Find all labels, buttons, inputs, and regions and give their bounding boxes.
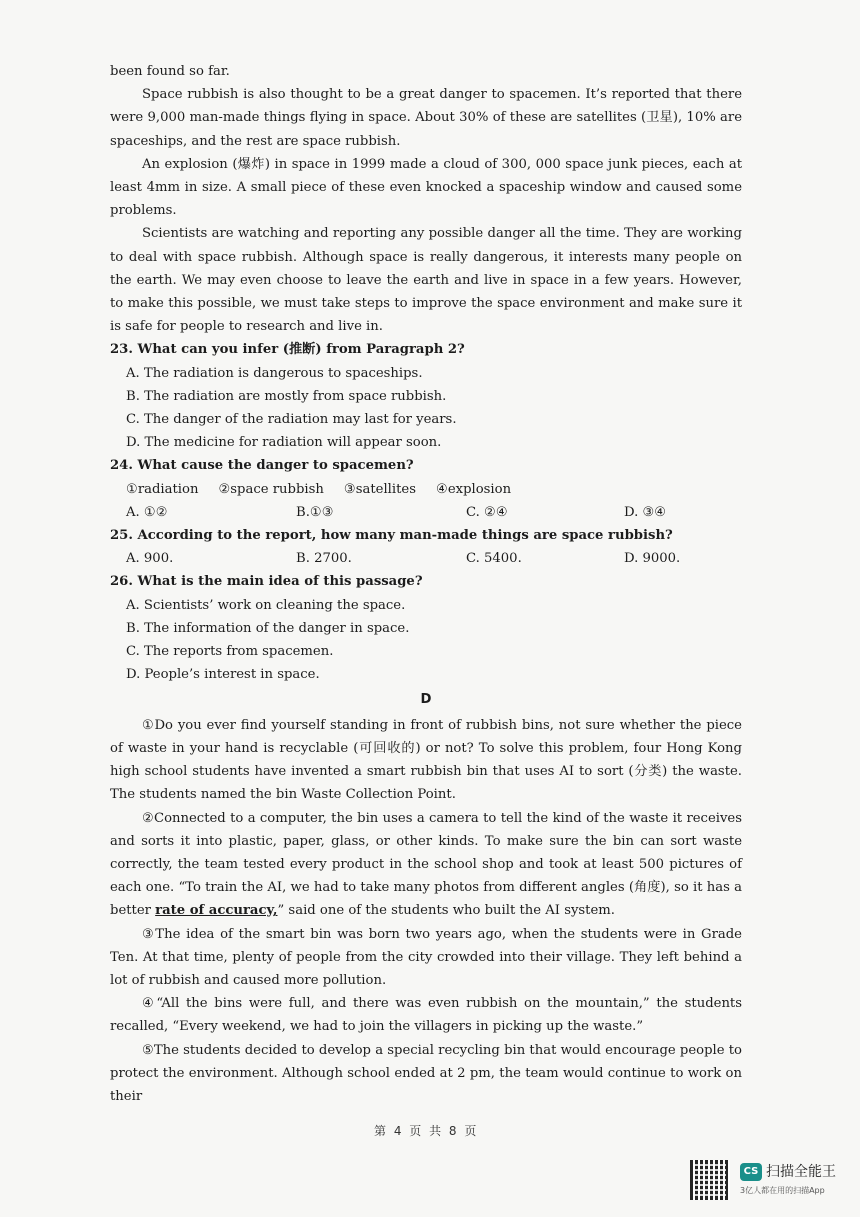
paragraph: Scientists are watching and reporting any possible danger all the time. They are working to deal with space rubbish. Although space is really dangerous, it interests many people on the earth. We may even choose to leave the earth and live in space in a few years. However, to make this possible, we must take steps to improve the space environment and make sure it is safe for people to research and live in. [110, 226, 742, 335]
option: B. The radiation are mostly from space rubbish. [126, 388, 447, 404]
cs-logo-icon: CS [740, 1163, 762, 1181]
paragraph: Space rubbish is also thought to be a great danger to spacemen. It’s reported that there were 9,000 man-made things flying in space. About 30% of these are satellites (卫星), 10% are spaceships, and the rest are space rubbish. [110, 87, 742, 149]
option: C. ②④ [466, 504, 508, 520]
option: B. The information of the danger in space. [126, 620, 410, 636]
option: C. 5400. [466, 551, 522, 567]
question-26: 26. What is the main idea of this passage? [110, 574, 423, 590]
paragraph: ③The idea of the smart bin was born two years ago, when the students were in Grade Ten. At that time, plenty of people from the city crowded into their village. They left behind a lot of rubbish and caused more pollution. [110, 926, 742, 988]
question-24: 24. What cause the danger to spacemen? [110, 458, 414, 474]
option: A. 900. [126, 551, 174, 567]
option: D. People’s interest in space. [126, 667, 320, 683]
underlined-phrase: rate of accuracy, [155, 903, 278, 919]
scanner-tagline: 3亿人都在用的扫描App [740, 1186, 825, 1195]
scanner-app-name: 扫描全能王 [766, 1164, 836, 1180]
option: D. 9000. [624, 551, 681, 567]
option: A. Scientists’ work on cleaning the space. [126, 597, 406, 613]
qr-code-icon [690, 1160, 730, 1200]
paragraph: ⑤The students decided to develop a special recycling bin that would encourage people to protect the environment. Although school ended at 2 pm, the team would continue to work on their [110, 1042, 742, 1104]
item: ④explosion [436, 481, 512, 497]
paragraph: ①Do you ever find yourself standing in front of rubbish bins, not sure whether the piece of waste in your hand is recyclable (可回收的) or not? To solve this problem, four Hong Kong high school students have invented a smart rubbish bin that uses AI to sort (分类) the waste. The students named the bin Waste Collection Point. [110, 717, 742, 803]
option: D. ③④ [624, 504, 667, 520]
text: ②Connected to a computer, the bin uses a camera to tell the kind of the waste it receives and sorts it into plastic, paper, glass, or other kinds. To make sure the bin can sort waste correctly, the team tested every product in the school shop and took at least 500 pictures of each one. “To train the AI, we had to take many photos from different angles (角度), so it has a better [110, 810, 742, 919]
item: ②space rubbish [218, 481, 324, 497]
option: C. The reports from spacemen. [126, 644, 334, 660]
question-25: 25. According to the report, how many man-made things are space rubbish? [110, 528, 673, 544]
option-row [126, 547, 742, 570]
option: D. The medicine for radiation will appear soon. [126, 435, 442, 451]
paragraph: been found so far. [110, 64, 230, 79]
option: B.①③ [296, 504, 334, 520]
question-23: 23. What can you infer (推断) from Paragraph 2? [110, 342, 465, 358]
document-page [110, 60, 742, 1108]
option-row [126, 501, 742, 524]
section-heading: D [420, 692, 432, 708]
option: B. 2700. [296, 551, 352, 567]
paragraph: ④“All the bins were full, and there was even rubbish on the mountain,” the students recalled, “Every weekend, we had to join the villagers in picking up the waste.” [110, 996, 742, 1035]
scanner-watermark [690, 1160, 850, 1205]
item: ①radiation [126, 481, 199, 497]
page-number: 第 4 页 共 8 页 [374, 1124, 479, 1138]
option: A. The radiation is dangerous to spaceships. [126, 365, 423, 381]
option: C. The danger of the radiation may last for years. [126, 412, 457, 428]
paragraph [110, 807, 742, 923]
text: ” said one of the students who built the AI system. [277, 903, 615, 919]
paragraph: An explosion (爆炸) in space in 1999 made a cloud of 300, 000 space junk pieces, each at least 4mm in size. A small piece of these even knocked a spaceship window and caused some problems. [110, 156, 742, 219]
option: A. ①② [126, 504, 168, 520]
item: ③satellites [343, 481, 416, 497]
item-list [126, 478, 742, 501]
